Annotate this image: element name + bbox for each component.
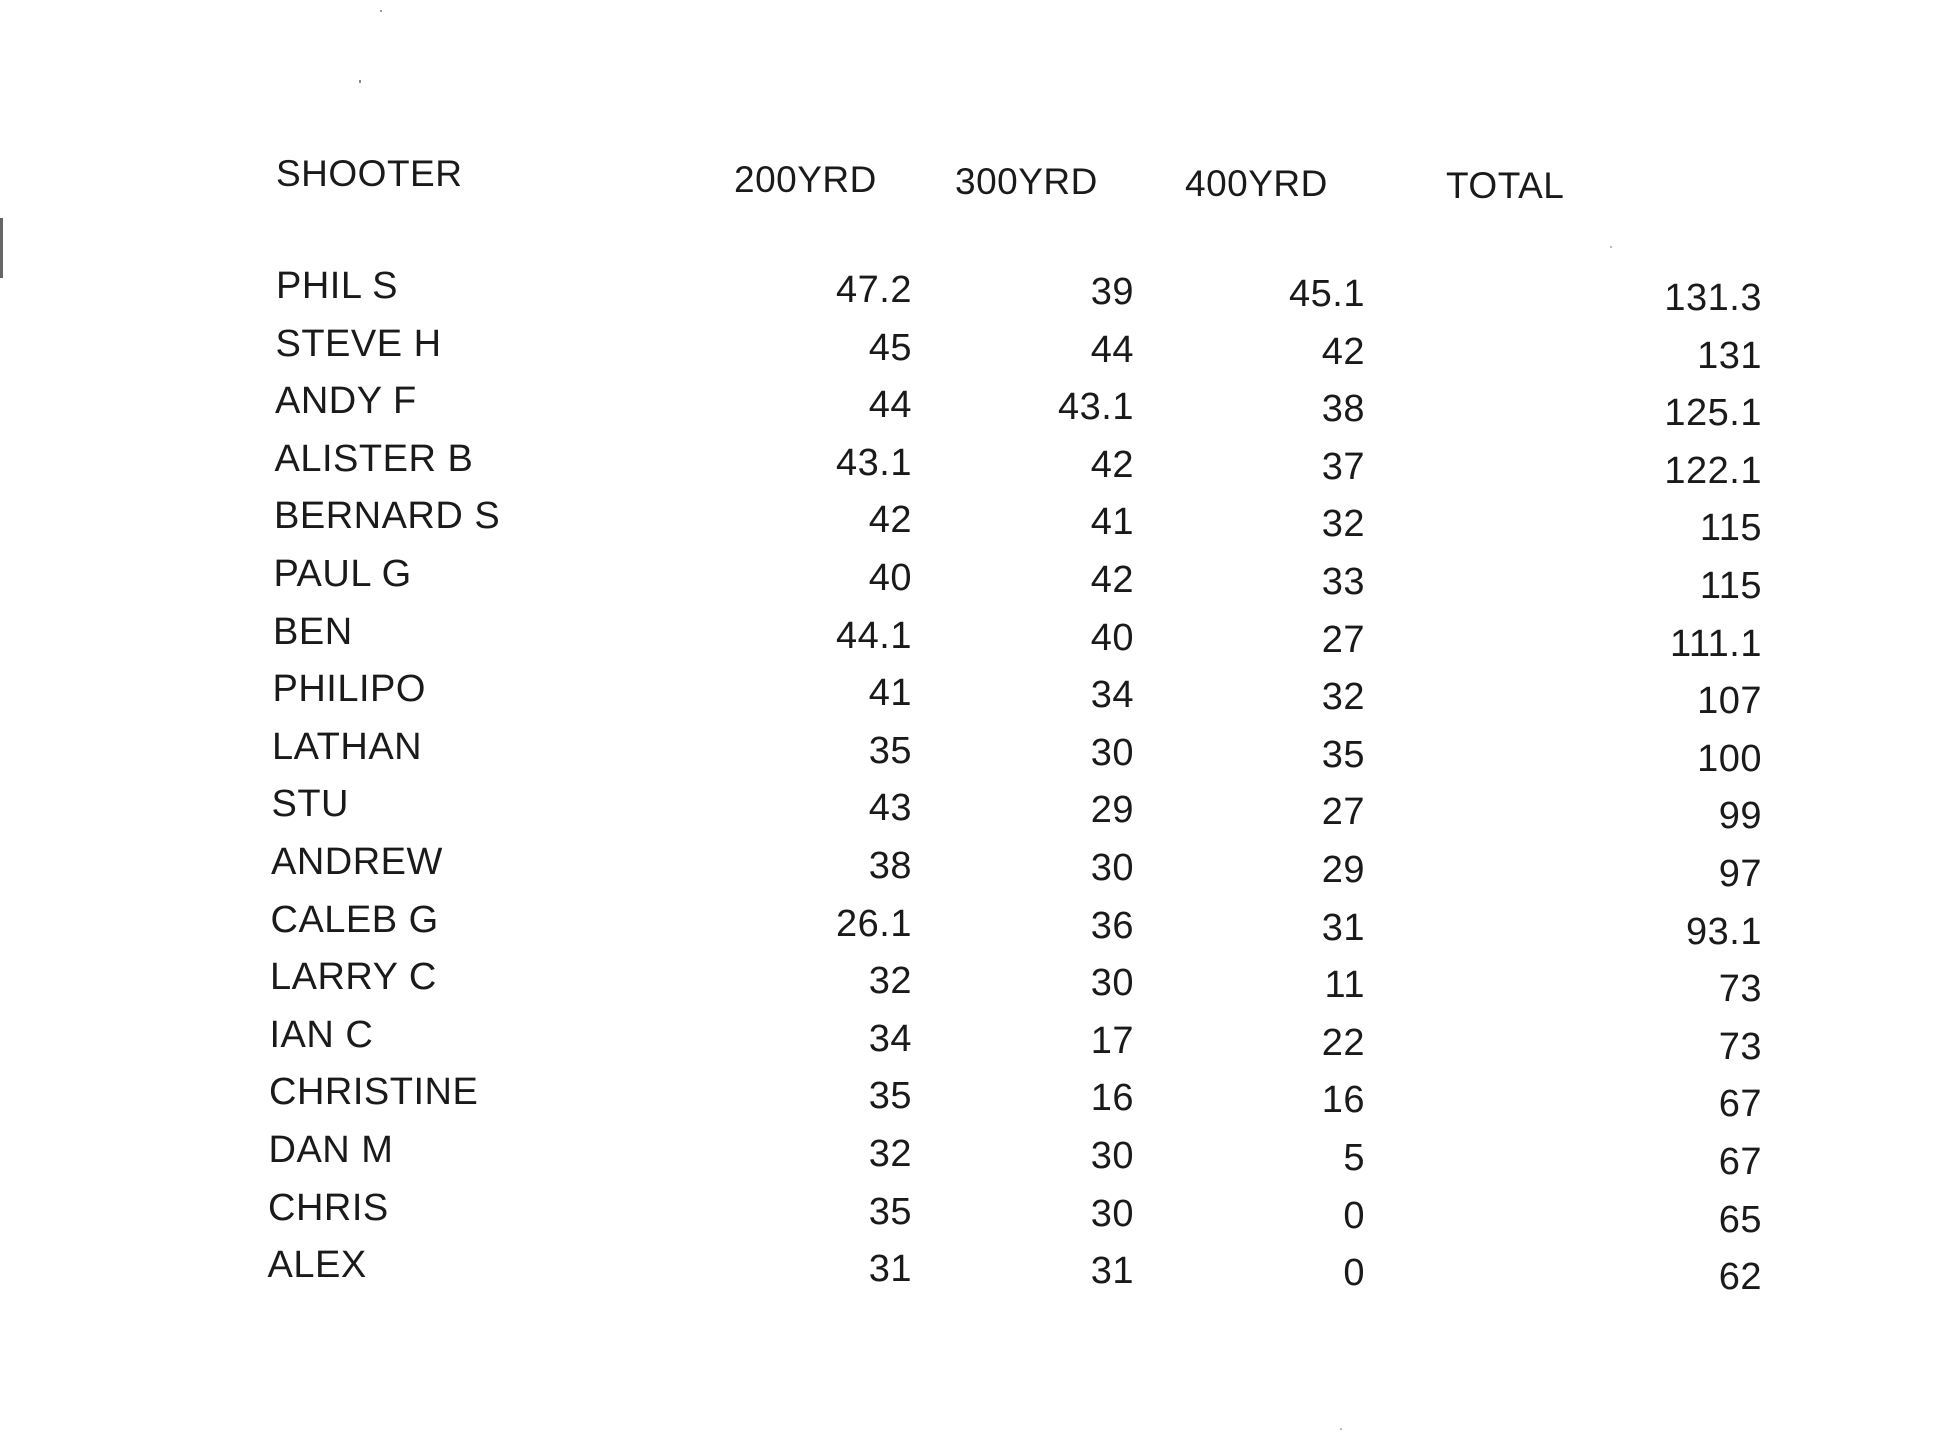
score-total: 107	[1697, 680, 1762, 723]
shooter-name: BEN	[273, 610, 353, 653]
score-total: 73	[1718, 968, 1762, 1011]
score-total: 97	[1718, 853, 1762, 895]
score-400yrd: 27	[1321, 618, 1365, 661]
score-200yrd: 41	[868, 672, 912, 715]
score-400yrd: 37	[1321, 445, 1365, 488]
score-200yrd: 32	[868, 1133, 912, 1175]
shooter-name: PAUL G	[273, 553, 412, 595]
score-300yrd: 30	[1090, 731, 1134, 774]
score-400yrd: 27	[1321, 791, 1365, 834]
score-400yrd: 32	[1321, 676, 1365, 719]
score-300yrd: 42	[1090, 559, 1134, 601]
shooter-name: BERNARD S	[274, 495, 501, 538]
shooter-name: IAN C	[269, 1013, 374, 1056]
score-300yrd: 41	[1090, 501, 1134, 544]
score-200yrd: 34	[868, 1017, 912, 1060]
score-total: 131.3	[1664, 277, 1762, 319]
score-400yrd: 31	[1321, 906, 1365, 949]
score-total: 111.1	[1670, 622, 1762, 665]
score-300yrd: 16	[1090, 1077, 1134, 1120]
shooter-name: PHILIPO	[272, 668, 426, 711]
score-200yrd: 26.1	[836, 902, 912, 945]
header-shooter: SHOOTER	[276, 153, 463, 194]
shooter-name: ALISTER B	[274, 437, 474, 480]
score-200yrd: 47.2	[836, 269, 912, 311]
shooter-name: CALEB G	[270, 898, 439, 941]
score-400yrd: 42	[1321, 330, 1365, 373]
score-200yrd: 35	[868, 1075, 912, 1118]
score-300yrd: 39	[1090, 271, 1134, 313]
score-400yrd: 5	[1343, 1137, 1365, 1179]
score-total: 65	[1718, 1198, 1762, 1241]
score-200yrd: 42	[868, 499, 912, 542]
score-200yrd: 35	[868, 729, 912, 772]
score-200yrd: 31	[868, 1248, 912, 1291]
score-300yrd: 31	[1090, 1250, 1134, 1293]
score-total: 122.1	[1664, 449, 1762, 492]
shooter-name: CHRISTINE	[269, 1071, 479, 1114]
score-200yrd: 32	[868, 960, 912, 1003]
score-300yrd: 30	[1090, 962, 1134, 1005]
shooter-name: CHRIS	[268, 1186, 389, 1229]
shooter-name: ALEX	[267, 1244, 367, 1287]
score-total: 100	[1697, 737, 1762, 780]
score-300yrd: 44	[1090, 328, 1134, 371]
score-200yrd: 45	[868, 326, 912, 369]
score-400yrd: 38	[1321, 388, 1365, 431]
shooter-name: DAN M	[268, 1129, 394, 1171]
score-400yrd: 33	[1321, 561, 1365, 603]
score-200yrd: 43	[868, 787, 912, 830]
shooter-name: LARRY C	[270, 956, 437, 999]
header-300yrd: 300YRD	[955, 161, 1098, 202]
score-total: 93.1	[1686, 910, 1762, 953]
shooter-name: STU	[271, 783, 349, 826]
score-300yrd: 29	[1090, 789, 1134, 832]
score-200yrd: 44	[868, 384, 912, 427]
score-200yrd: 40	[868, 557, 912, 599]
score-total: 67	[1718, 1083, 1762, 1126]
score-400yrd: 0	[1343, 1252, 1365, 1295]
score-200yrd: 35	[868, 1190, 912, 1233]
score-total: 62	[1718, 1256, 1762, 1299]
score-300yrd: 34	[1090, 674, 1134, 717]
score-400yrd: 16	[1321, 1079, 1365, 1122]
score-total: 99	[1718, 795, 1762, 838]
score-400yrd: 29	[1321, 849, 1365, 891]
shooter-name: ANDY F	[275, 380, 417, 423]
score-200yrd: 43.1	[836, 441, 912, 484]
header-400yrd: 400YRD	[1185, 163, 1328, 204]
score-300yrd: 17	[1090, 1019, 1134, 1062]
score-total: 73	[1718, 1025, 1762, 1068]
score-total: 125.1	[1664, 392, 1762, 435]
score-200yrd: 38	[868, 845, 912, 887]
score-400yrd: 35	[1321, 733, 1365, 776]
score-400yrd: 22	[1321, 1021, 1365, 1064]
score-total: 67	[1718, 1141, 1762, 1183]
shooter-name: STEVE H	[275, 322, 442, 365]
score-300yrd: 40	[1090, 616, 1134, 659]
score-total: 115	[1699, 507, 1762, 550]
score-200yrd: 44.1	[836, 614, 912, 657]
score-400yrd: 0	[1343, 1194, 1365, 1237]
header-200yrd: 200YRD	[734, 159, 877, 200]
score-total: 115	[1699, 565, 1762, 607]
score-400yrd: 11	[1324, 964, 1365, 1007]
score-400yrd: 45.1	[1289, 273, 1365, 315]
shooter-name: LATHAN	[272, 725, 423, 768]
score-400yrd: 32	[1321, 503, 1365, 546]
score-total: 131	[1697, 334, 1762, 377]
score-300yrd: 43.1	[1058, 386, 1134, 429]
score-300yrd: 42	[1090, 443, 1134, 486]
score-300yrd: 36	[1090, 904, 1134, 947]
score-300yrd: 30	[1090, 847, 1134, 889]
score-300yrd: 30	[1090, 1135, 1134, 1177]
score-300yrd: 30	[1090, 1192, 1134, 1235]
shooter-name: PHIL S	[276, 265, 398, 307]
shooter-name: ANDREW	[271, 841, 443, 883]
header-total: TOTAL	[1446, 165, 1565, 206]
